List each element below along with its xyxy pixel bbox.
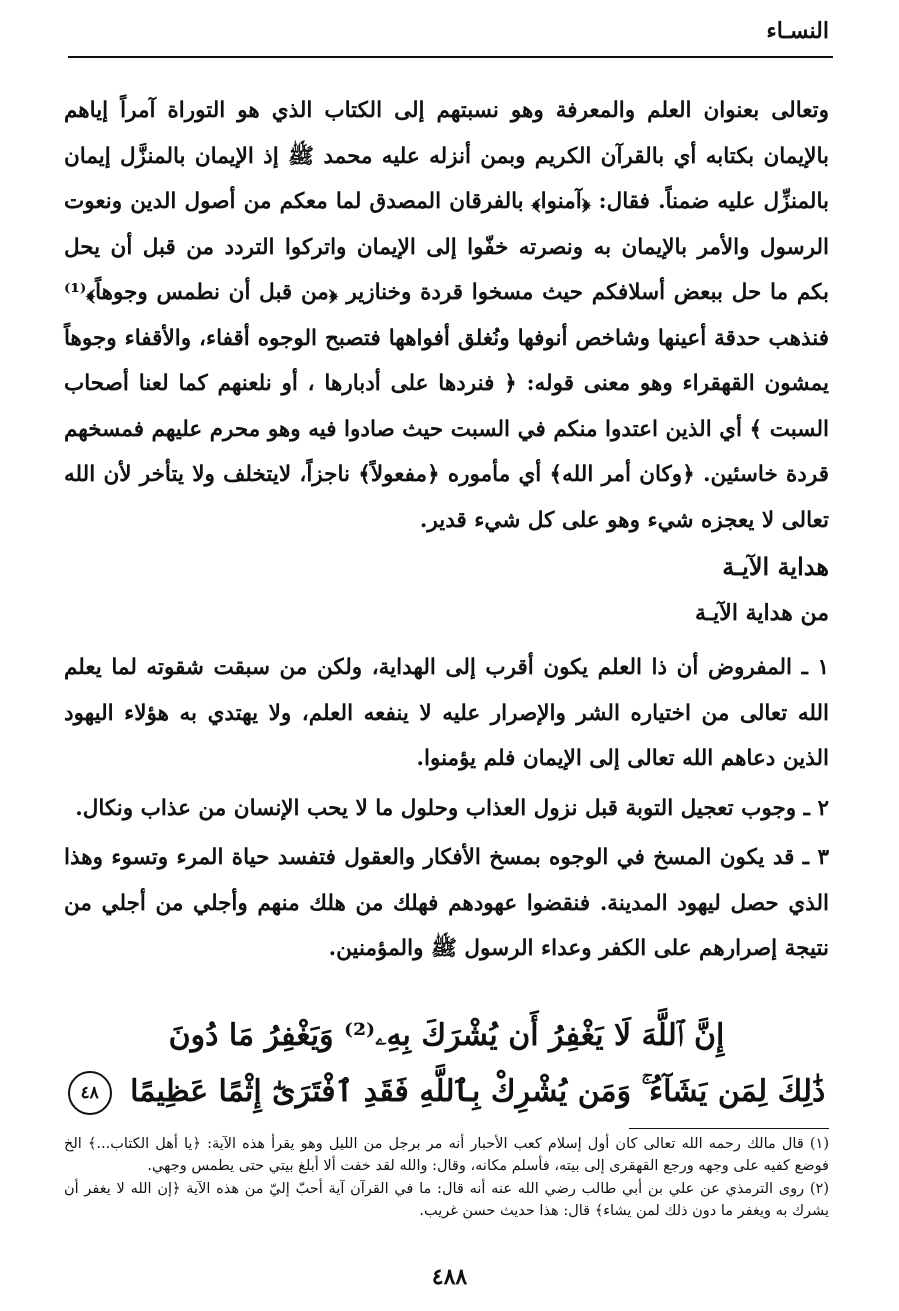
guidance-item-1: ١ ـ المفروض أن ذا العلم يكون أقرب إلى الهداية، ولكن من سبقت شقوته لما يعلم الله تعالى من اختياره الشر والإصرار عليه لا ينفعه العلم، ولا يهتدي به هؤلاء اليهود الذين دعاهم الله تعالى إلى الإيمان فلم يؤمنوا.	[64, 655, 829, 771]
commentary-paragraph: وتعالى بعنوان العلم والمعرفة وهو نسبتهم إلى الكتاب الذي هو التوراة آمراً إياهم بالإيمان بكتابه أي بالقرآن الكريم وبمن أنزله عليه محمد ﷺ إذ الإيمان بالمنزَّل إيمان بالمنزِّل عليه ضمناً. فقال: ﴿آمنوا﴾ بالفرقان المصدق لما معكم من أصول الدين ونعوت الرسول والأمر بالإيمان به ونصرته خفّوا إلى الإيمان واتركوا التردد من قبل أن يحل بكم ما حل ببعض أسلافكم حيث مسخوا قردة وخنازير ﴿من قبل أن نطمس وجوهاً﴾⁽¹⁾ فنذهب حدقة أعينها وشاخص أنوفها ونُغلق أفواهها فتصبح الوجوه أقفاء، والأقفاء وجوهاً يمشون القهقراء وهو معنى قوله: ﴿ فنردها على أدبارها ، أو نلعنهم كما لعنا أصحاب السبت ﴾ أي الذين اعتدوا منكم في السبت حيث صادوا فيه وهو محرم عليهم فمسخهم قردة خاسئين. ﴿وكان أمر الله﴾ أي مأموره ﴿مفعولاً﴾ ناجزاً، لايتخلف ولا يتأخر لأن الله تعالى لا يعجزه شيء وهو على كل شيء قدير.	[64, 98, 829, 533]
footnote-rule	[629, 1128, 829, 1129]
commentary-body	[64, 88, 829, 543]
footnote-1: (١) قال مالك رحمه الله تعالى كان أول إسلام كعب الأحبار أنه مر برجل من الليل وهو يقرأ هذه الآية: ﴿يا أهل الكتاب...﴾ الخ فوضع كفيه على وجهه ورجع القهقرى إلى بيته، فأسلم مكانه، وقال: والله لقد خفت ألا أبلغ بيتي حتى يطمس وجهي.	[64, 1136, 829, 1174]
verse-line-2-text: ذَٰلِكَ لِمَن يَشَآءُ ۚ وَمَن يُشْرِكْ بِٱللَّهِ فَقَدِ ٱفْتَرَىٰٓ إِثْمًا عَظِيمًا	[130, 1074, 826, 1109]
verse-line-2	[64, 1064, 829, 1120]
running-title: النسـاء	[766, 18, 829, 44]
footnotes	[64, 1133, 829, 1223]
guidance-item-2: ٢ ـ وجوب تعجيل التوبة قبل نزول العذاب وحلول ما لا يحب الإنسان من عذاب ونكال.	[75, 795, 829, 821]
guidance-list	[64, 645, 829, 976]
guidance-item-3: ٣ ـ قد يكون المسخ في الوجوه بمسخ الأفكار والعقول فتفسد حياة المرء وتسوء وهذا الذي حصل ليهود المدينة. فنقضوا عهودهم فهلك من هلك منهم وأجلي من أجلي من نتيجة إصرارهم على الكفر وعداء الرسول ﷺ والمؤمنين.	[64, 845, 829, 961]
section-heading: هداية الآيـة	[722, 552, 829, 581]
section-subheading: من هداية الآيـة	[694, 600, 829, 626]
page-number: ٤٨٨	[431, 1264, 468, 1290]
quran-verse	[64, 1008, 829, 1120]
verse-line-1: إِنَّ ٱللَّهَ لَا يَغْفِرُ أَن يُشْرَكَ بِهِۦ⁽²⁾ وَيَغْفِرُ مَا دُونَ	[168, 1018, 725, 1053]
footnote-2: (٢) روى الترمذي عن علي بن أبي طالب رضي الله عنه أنه قال: ما في القرآن آية أحبّ إليّ من هذه الآية ﴿إن الله لا يغفر أن يشرك به ويغفر ما دون ذلك لمن يشاء﴾ قال: هذا حديث حسن غريب.	[64, 1181, 830, 1219]
header-rule	[68, 56, 833, 58]
ayah-number-marker: ٤٨	[68, 1071, 112, 1115]
